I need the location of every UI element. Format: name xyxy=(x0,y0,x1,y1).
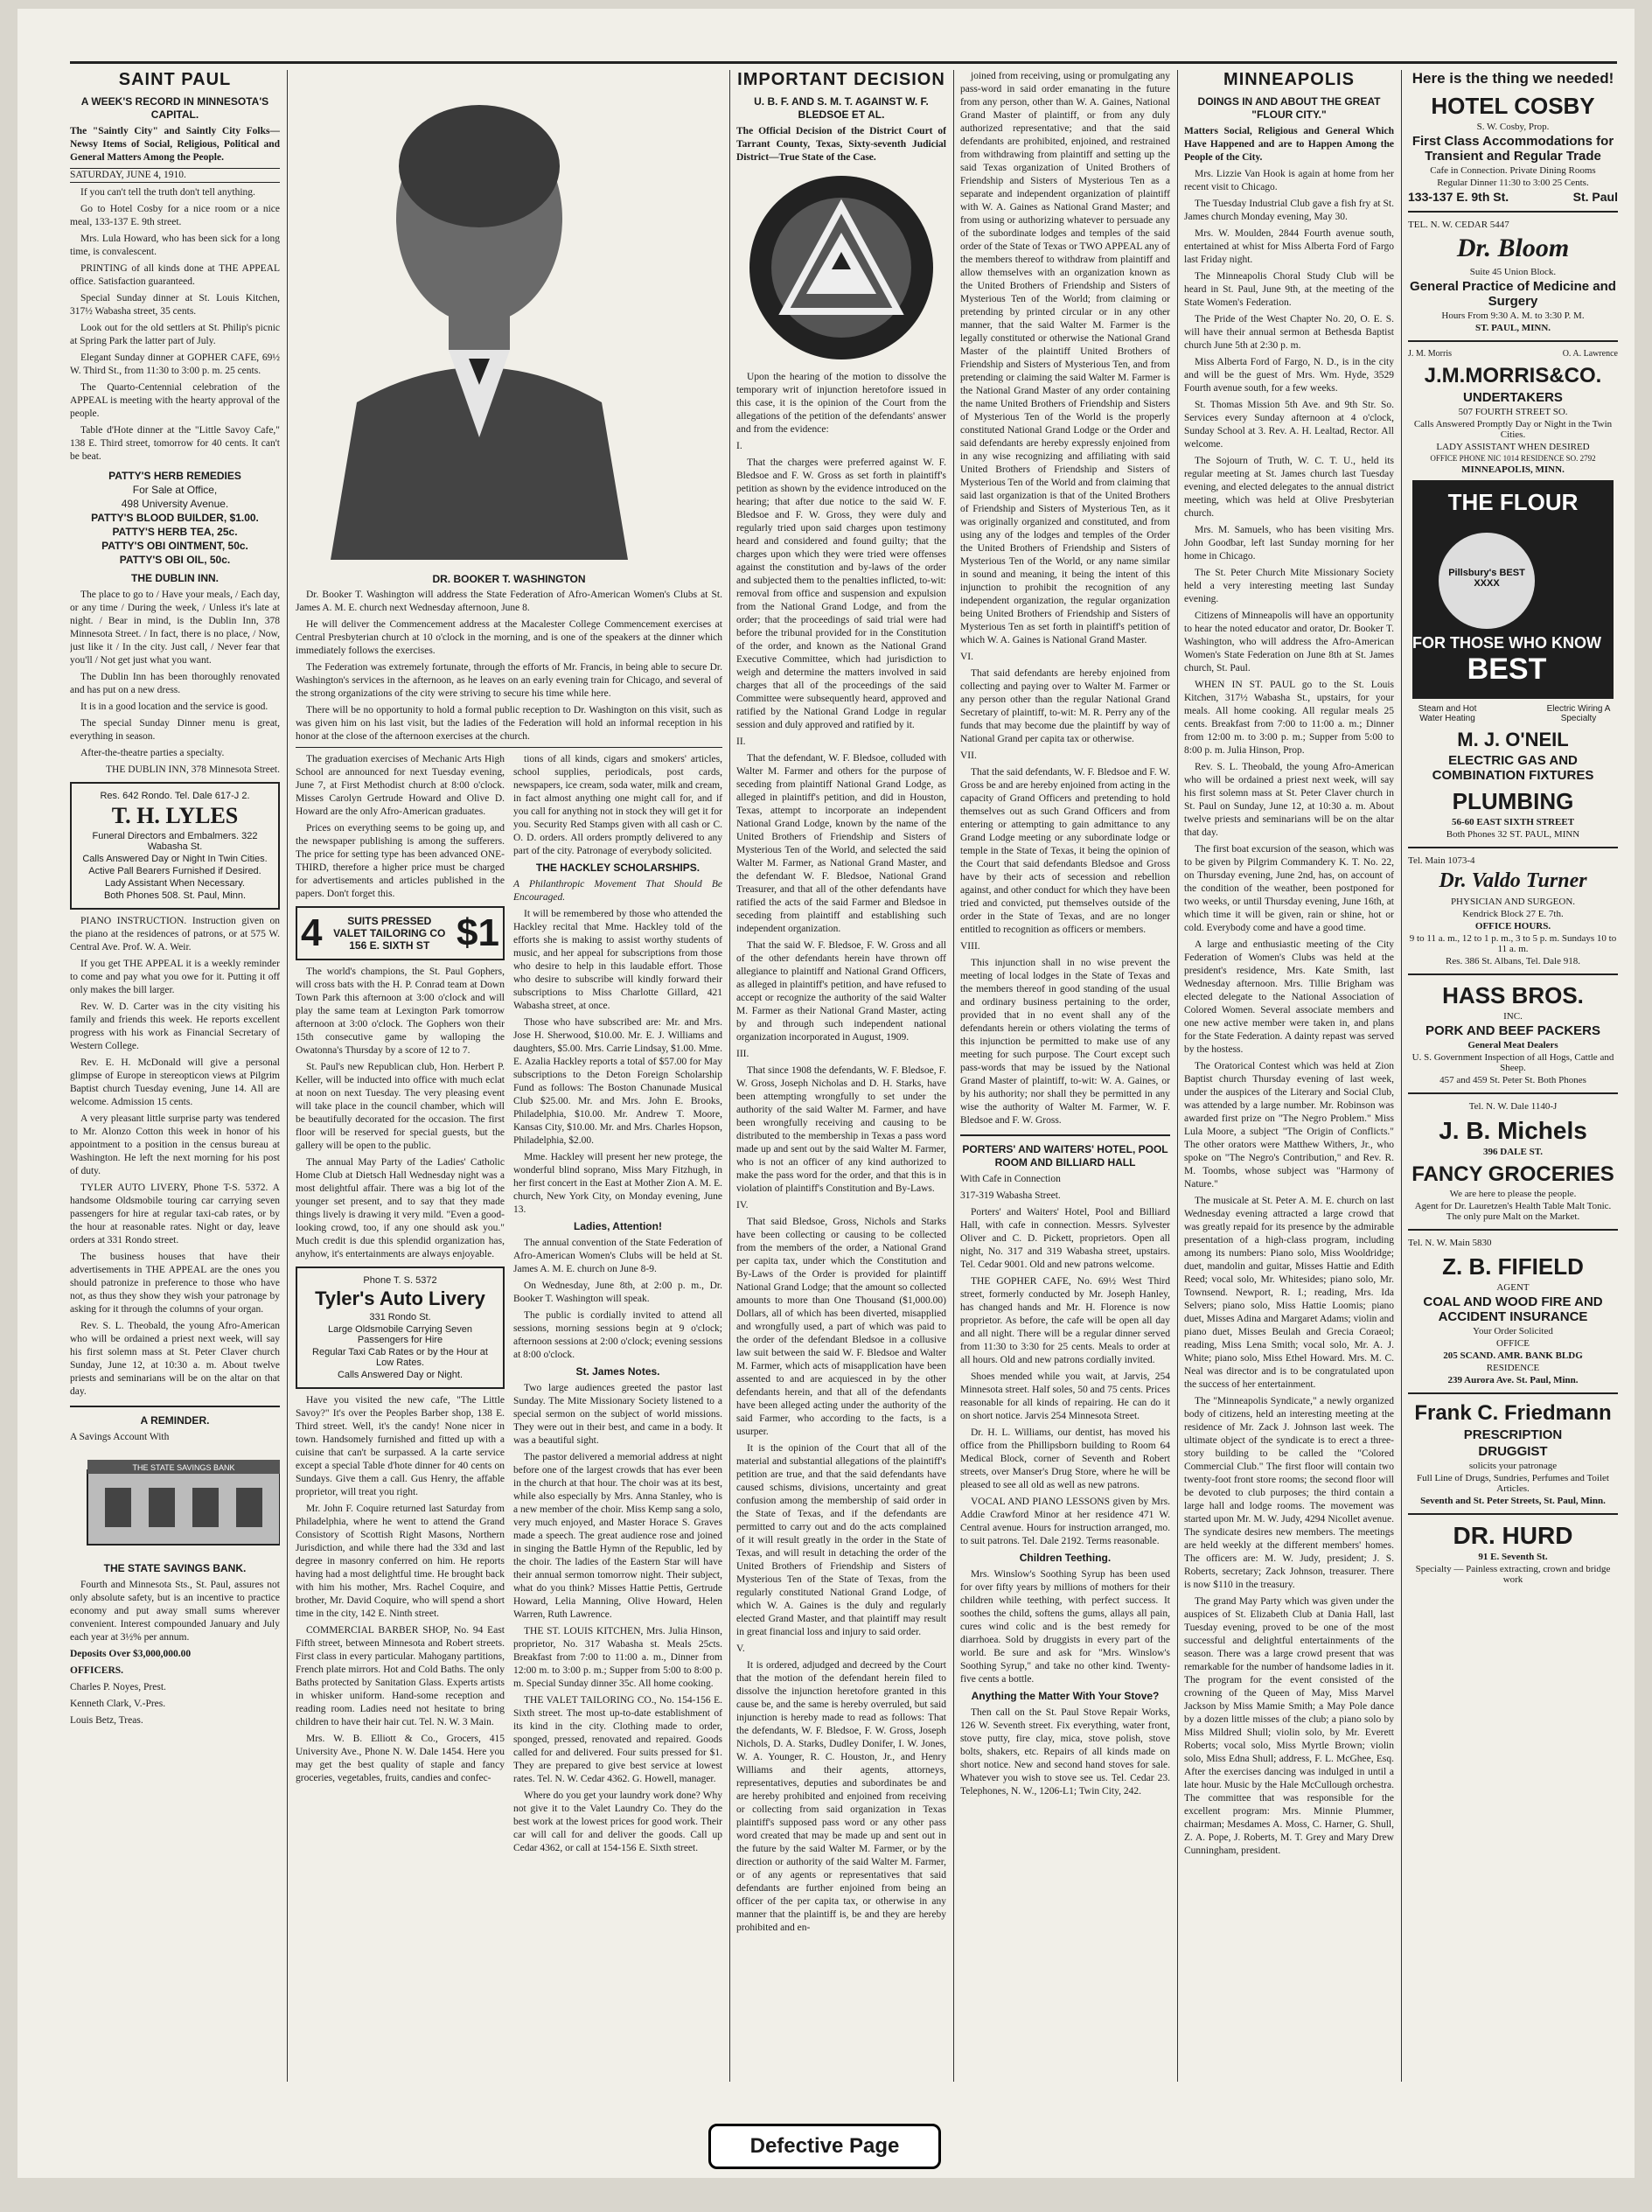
item: A very pleasant little surprise party was tendered to Mr. Alonzo Cotton this week in honor of his appointment to a position in the census bureau at Washington. He left the next morning for his post of duty. xyxy=(70,1113,280,1176)
item: joined from receiving, using or promulgating any pass-word in said order emanating in the future from any person, other than W. A. Gaines, National Grand Master of plaintiff, or from any duly authorized representative; and that the said defendants are prohibited, enjoined, and restrained from withdrawing from plaintiff and setting up the said Texas organization of United Brothers of Friendship and Sisters of Mysterious Ten as a separate and independent organization of plaintiff with W. A. Gaines as National Grand Master; and from using or authorizing whatever to persuade any of the subordinate lodges and temples of the said order of the State of Texas or TWO APPEAL any of the members thereof to withdraw from plaintiff and allow themselves with an organization known as the United Brothers of Friendship and Sisters of Mysterious Ten of the World; from claiming or pretending by printed circular or in any other manner, that the said Walter M. Farmer is the legally constituted or otherwise the National Grand Master of the plaintiff United Brothers of Friendship and Sisters of Mysterious Ten, and from pretending or claiming the said Walter M. Farmer is the National Grand Master of any order containing the name United Brothers of Friendship and Sisters of Mysterious Ten of the World is the properly constituted National Grand Lodge or the Order and said defendants are hereby expressly enjoined from in any wise recognizing and affiliating with said United Brothers of Friendship and Sisters of Mysterious Ten of the World and from claiming that said last organization is that of the United Brothers of Friendship and Sisters of Mysterious Ten, as it was originally organized and constituted, and from using any of the lodges and temples of the Order the United Brothers of Friendship and Sisters of Mysterious Ten of the World, or any name similar in sound and meaning, it being the intent of this injunction to prohibit the recognition of any independent organization, the regular organization being United Brothers of Friendship and Sisters of Mysterious Ten as set forth in plaintiff's petition of which W. A. Gaines is National Grand Master. xyxy=(960,71,1170,645)
item: Table d'Hote dinner at the "Little Savoy Cafe," 138 E. Third street, tomorrow for 40 cents. It can't be beat. xyxy=(70,425,280,462)
column-rule xyxy=(1177,70,1178,2082)
bank-officer: Kenneth Clark, V.-Pres. xyxy=(70,1699,166,1709)
column-washington xyxy=(296,70,722,1859)
ad-line: 205 SCAND. AMR. BANK BLDG xyxy=(1443,1350,1583,1361)
column-rule xyxy=(953,70,954,2082)
roman-numeral: VIII. xyxy=(960,941,980,952)
item: Rev. W. D. Carter was in the city visiting his family and friends this week. He reports excellent progress with his work as Financial Secretary of Western College. xyxy=(70,1001,280,1051)
column-decision-continued xyxy=(960,70,1170,1802)
dateline: SATURDAY, JUNE 4, 1910. xyxy=(70,168,280,183)
item: The special Sunday Dinner menu is great, everything in season. xyxy=(70,718,280,742)
hass-bros-name: HASS BROS. xyxy=(1442,982,1584,1008)
ad-line: 91 E. Seventh St. xyxy=(1478,1552,1548,1562)
porters-title: PORTERS' AND WAITERS' HOTEL, POOL ROOM AND BILLIARD HALL xyxy=(962,1143,1168,1169)
ad-line: Res. 642 Rondo. Tel. Dale 617-J 2. xyxy=(100,791,250,801)
ad-line: PORK AND BEEF PACKERS xyxy=(1425,1023,1601,1038)
item: That the said W. F. Bledsoe, F. W. Gross and all of the other defendants herein have thrown off allegiance to plaintiff and National Grand Officers, as alleged in plaintiff's petition, and have refused to accept or recognize the authority of the said Walter M. Farmer as their National Grand Master, acting by and through such independent national organization incorporated in August, 1909. xyxy=(736,940,946,1043)
bank-sign: THE STATE SAVINGS BANK xyxy=(132,1463,235,1472)
ad-line: Both Phones 508. St. Paul, Minn. xyxy=(103,890,247,901)
item: The annual May Party of the Ladies' Catholic Home Club at Dietsch Hall Wednesday night was a most delightful affair. There was a big lot of the younger set present, and to say that they made things lively is drawing it very mild. "Even a good-looking crowd, too, if any one should ask you." Much credit is due this splendid organization has, anyhow, it's entertainments are always enjoyable. xyxy=(296,1157,505,1260)
ad-line: 457 and 459 St. Peter St. Both Phones xyxy=(1439,1075,1586,1085)
portrait-caption: DR. BOOKER T. WASHINGTON xyxy=(432,573,586,585)
ad-line: 498 University Avenue. xyxy=(121,498,229,510)
divider xyxy=(1408,847,1618,848)
item: tions of all kinds, cigars and smokers' articles, school supplies, periodicals, post cards, newspapers, ice cream, soda water, milk and cream, in fact almost anything one might call for, and if you call for anything not in stock they will get it for you. Security Red Stamps given with all cash or C. O. D. orders. All orders promptly delivered to any part of the city. Patronage of everybody solicited. xyxy=(513,754,722,856)
ladies-title: Ladies, Attention! xyxy=(574,1220,662,1232)
ad-line: General Practice of Medicine and Surgery xyxy=(1410,279,1616,309)
ad-line: O. A. Lawrence xyxy=(1562,349,1618,359)
ad-line: Regular Taxi Cab Rates or by the Hour at Low Rates. xyxy=(312,1347,488,1368)
divider xyxy=(960,1134,1170,1136)
column-rule xyxy=(729,70,730,2082)
item: Mrs. Lula Howard, who has been sick for a long time, is convalescent. xyxy=(70,234,280,257)
ad-line: COAL AND WOOD FIRE AND ACCIDENT INSURANCE xyxy=(1423,1294,1603,1324)
item: That the defendant, W. F. Bledsoe, colluded with Walter M. Farmer and others for the purpose of seceding from plaintiff National Grand Lodge, as alleged in plaintiff's petition, and did in Houston, Texas, attempt to incorporate an independent National Grand Lodge, known by the name of the United Brothers of Friendship and Sisters of Mysterious Ten of the World, and selected the said Walter M. Farmer, as National Grand Master, and the defendant W. F. Bledsoe, National Grand Treasurer, and that all of the other defendants have ratified the acts of the said Farmer and Bledsoe in seceding from plaintiff and establishing such independent organization. xyxy=(736,753,946,934)
ad-line: SUITS PRESSED xyxy=(347,915,432,927)
item: Shoes mended while you wait, at Jarvis, 254 Minnesota street. Half soles, 50 and 75 cents. Prices reasonable for all kinds of repairing. He can do it on short notice. Jarvis 254 Minnesota Street. xyxy=(960,1371,1170,1421)
column-saint-paul xyxy=(70,70,280,1731)
dr-bloom-name: Dr. Bloom xyxy=(1456,234,1570,262)
item: THE ST. LOUIS KITCHEN, Mrs. Julia Hinson, proprietor, No. 317 Wabasha st. Meals 25cts. Breakfast from 7:00 to 11:00 a. m., Dinner from 12:00 m. to 3:00 p. m.; Supper from 5:00 to 8:00 p. m. Special Sunday dinner 35c. All home cooking. xyxy=(513,1626,722,1689)
item: The graduation exercises of Mechanic Arts High School are announced for next Tuesday evening, June 7, at First Methodist church at 8:00 o'clock. Misses Carolyn Gertrude Howard and Olive D. Howard are the only Afro-American graduates. xyxy=(296,754,505,817)
friedmann-name: Frank C. Friedmann xyxy=(1414,1401,1612,1425)
hackley-title: THE HACKLEY SCHOLARSHIPS. xyxy=(535,862,701,874)
ad-line: Regular Dinner 11:30 to 3:00 25 Cents. xyxy=(1437,178,1589,188)
ad-line: 156 E. SIXTH ST xyxy=(349,939,430,952)
item: It is in a good location and the service is good. xyxy=(80,701,268,712)
item: The first boat excursion of the season, which was to be given by Pilgrim Commandery K. T. No. 22, on Thursday evening, June 2nd, has, on account of the condition of the weather, been postponed for two weeks, or until Thursday evening, June 16th, at which time it will be given, rain or shine, hot or cold. Everybody come and have a good time. xyxy=(1184,844,1394,933)
ad-line: S. W. Cosby, Prop. xyxy=(1476,122,1550,132)
valet-text xyxy=(333,915,445,952)
item: The musicale at St. Peter A. M. E. church on last Wednesday evening attracted a large crowd that was greatly repaid for its presence by the admirable presentation of a high-class program, including among its numbers: Piano solo, Miss Wooldridge; duet, mandolin and guitar, Misses Hattie and Edith Reed; vocal solo, Mr. Whitesides; piano solo, Mr. Townsend. Newport, R. I.; reading, Mrs. Ida Selvers; piano solo, Miss Hattie Loomis; piano duet, Misses Adina and Margaret Adams; violin and piano duet, Misses Beulah and Grecia Coraeol; reading, Miss Lena Smith; vocal solo, Mr. A. J. White; piano solo, Miss Ethel Howard. Mrs. M. C. Neal was director and is to be congratulated upon the success of her entertainment. xyxy=(1184,1196,1394,1390)
ad-line: Calls Answered Promptly Day or Night in the Twin Cities. xyxy=(1413,419,1613,440)
ad-line: LADY ASSISTANT WHEN DESIRED xyxy=(1436,442,1590,452)
roman-numeral: III. xyxy=(736,1049,749,1059)
item: Where do you get your laundry work done? Why not give it to the Valet Laundry Co. They do the best work at the lowest prices for good work. Their car will call for and deliver the goods. Call up Cedar 4362, or call at 154-156 E. Sixth street. xyxy=(513,1790,722,1853)
bank-officers-title: OFFICERS. xyxy=(70,1665,124,1676)
item: The Sojourn of Truth, W. C. T. U., held its regular meeting at St. James church last Tuesday evening, and elected delegates to the annual district meeting, which was held at Olive Presbyterian church. xyxy=(1184,456,1394,519)
divider xyxy=(1408,340,1618,342)
column-rule xyxy=(287,70,288,2082)
teething-title: Children Teething. xyxy=(1019,1552,1112,1564)
decision-subtitle: U. B. F. AND S. M. T. AGAINST W. F. BLEDSOE ET AL. xyxy=(754,95,929,121)
reminder-title: A REMINDER. xyxy=(140,1414,210,1427)
item: Special Sunday dinner at St. Louis Kitchen, 317½ Wabasha street, 35 cents. xyxy=(70,293,280,317)
item: Go to Hotel Cosby for a nice room or a nice meal, 133-137 E. 9th street. xyxy=(70,204,280,227)
flour-sack-label: Pillsbury's BEST XXXX xyxy=(1448,568,1525,589)
ad-line: RESIDENCE xyxy=(1486,1363,1540,1373)
item: COMMERCIAL BARBER SHOP, No. 94 East Fifth street, between Minnesota and Robert streets. First class in every particular. Mahogany partitions, French plate mirrors. Hot and Cold Baths. The only Baths protected by Sanitation Glass. Experts artists in whisker uniform. Hand-some reception and reading room. Ladies need not hesitate to bring children to have their hair cut. Tel. N. W. 3 Main. xyxy=(296,1625,505,1727)
ad-line: Cafe in Connection. Private Dining Rooms xyxy=(1430,165,1596,176)
item: Rev. E. H. McDonald will give a personal glimpse of Europe in stereopticon views at Pilgrim Baptist church Tuesday evening, June 14. All are welcome. Admission 15 cents. xyxy=(70,1057,280,1107)
section-subtitle: A WEEK'S RECORD IN MINNESOTA'S CAPITAL. xyxy=(80,95,269,121)
hotel-cosby-name: HOTEL COSBY xyxy=(1431,93,1595,119)
item: The pastor delivered a memorial address at night before one of the largest crowds that has ever been in the church at that hour. The choir was at its best, while also especially by Mrs. Anna Stanley, who is a new member of the choir. Miss Kemp sang a solo, very much enjoyed, and Master Horace S. Graves made a speech. The great audience rose and joined in singing the Battle Hymn of the Republic, led by the choir. The ladies of the Eastern Star will have their annual sermon tomorrow night. Their subject, what do you think? Misses Hattie Pettis, Gertrude Howard, Lelia Manning, Olive Howard, Helen Warren, Ruth Lawrence. xyxy=(513,1452,722,1620)
ad-line: OFFICE xyxy=(1496,1338,1530,1349)
ad-line: BEST xyxy=(1467,652,1547,686)
item: Look out for the old settlers at St. Philip's picnic at Spring Park the latter part of July. xyxy=(70,323,280,346)
ad-line: 396 DALE ST. xyxy=(1483,1147,1543,1157)
item: Citizens of Minneapolis will have an opportunity to hear the noted educator and orator, Dr. Booker T. Washington, who will address the Afro-American Women's State Federation on June 8th at St. James church, St. Paul. xyxy=(1184,611,1394,673)
item: The Oratorical Contest which was held at Zion Baptist church Thursday evening of last week, under the auspices of the Literary and Social Club, was attended by a large number. Mr. Robinson was awarded first prize on "The Negro Problem." Miss Lula Moore, a subject "The Origin of Conflicts." The other orators were Matthew Withers, Jr., who spoke on "The Negro's Contribution," and Rev. R. M. Toombs, whose subject was "Harmony of Nature." xyxy=(1184,1061,1394,1190)
ad-line: Hours From 9:30 A. M. to 3:30 P. M. xyxy=(1441,311,1585,321)
ad-line: AGENT xyxy=(1496,1282,1530,1293)
column-minneapolis xyxy=(1184,70,1394,1861)
roman-numeral: II. xyxy=(736,736,746,747)
sub-column-right xyxy=(513,753,722,1859)
tyler-ad xyxy=(296,1266,505,1389)
item: The Minneapolis Choral Study Club will be heard in St. Paul, June 9th, at the meeting of the State Women's Federation. xyxy=(1184,271,1394,308)
article-paragraph: He will deliver the Commencement address at the Macalester College Commencement exercises at Central Presbyterian church at 10 o'clock in the morning, and is one of the speakers at the dinner which immediately follows the exercises. xyxy=(296,619,722,656)
item: That said defendants are hereby enjoined from collecting and paying over to Walter M. Farmer or any person other than the regular National Grand Secretary of plaintiff, to-wit: M. R. Perry any of the funds that may become due the plaintiff by way of National Grand per capita tax or otherwise. xyxy=(960,668,1170,744)
porters-subtitle: With Cafe in Connection xyxy=(960,1174,1061,1184)
ad-line: PATTY'S HERB TEA, 25c. xyxy=(112,526,238,538)
ad-line: Large Oldsmobile Carrying Seven Passengers for Hire xyxy=(327,1324,473,1345)
item: Mme. Hackley will present her new protege, the wonderful blind soprano, Miss Mary Fitzhugh, in her first concert in the East at Mother Zion A. M. E. church, New York City, on Monday evening, June 13. xyxy=(513,1152,722,1215)
ad-line: OFFICE HOURS. xyxy=(1474,921,1551,932)
booker-washington-portrait xyxy=(296,70,663,560)
bank-officer: Charles P. Noyes, Prest. xyxy=(70,1682,166,1692)
ad-line: PRESCRIPTION xyxy=(1463,1427,1563,1442)
roman-numeral: I. xyxy=(736,441,742,451)
article-paragraph: Dr. Booker T. Washington will address the State Federation of Afro-American Women's Clubs at St. James A. M. E. church next Wednesday afternoon, June 8. xyxy=(296,590,722,613)
divider xyxy=(1408,1092,1618,1094)
item: It is the opinion of the Court that all of the material and substantial allegations of the plaintiff's petition are true, and that the said defendants have caused schisms, divisions, uncertainty and great confusion among the membership of said order in the State of Texas, and if the defendants are permitted to carry out and do the acts complained of it will result greatly in the order in the State of Texas, and will result in detaching the order of the United Brothers of Friendship and Sisters of Mysterious Ten of the State of Texas, from the regularly constituted National Grand Lodge, of which W. A. Gaines is the duly and regularly elected Grand Master, and that plaintiff may result in great financial loss and injury to said order. xyxy=(736,1443,946,1637)
item: Upon the hearing of the motion to dissolve the temporary writ of injunction heretofore issued in this case, it is the opinion of the Court from the allegations of the petition of the defendants' answer and from the evidence: xyxy=(736,372,946,435)
item: That the charges were preferred against W. F. Bledsoe and F. W. Gross as set forth in plaintiff's petition as shown by the evidence introduced on the hearing; that after due notice to the said W. F. Bledsoe and F. W. Gross, they were duly and regularly tried upon said charges upon testimony heard and considered and found guilty; that the charges upon which they were tried were offenses against the constitution and by-laws of the order and subjected them to the penalties inflicted, to-wit: removal from office and suspension and expulsion from the National Grand Lodge, and from the order; that the proceedings of said trial were had before the tribunal provided for in the Constitution of the order, and known as the National Grand Executive Committee, which had jurisdiction to weigh and determine the matters involved in said charges that all of the proceedings of the said Committee were subsequently heard, approved and ratified by the National Grand Lodge in regular session and duly approved and ratified by it. xyxy=(736,457,946,730)
bank-officer: Louis Betz, Treas. xyxy=(70,1715,143,1726)
section-deck: The "Saintly City" and Saintly City Folks—Newsy Items of Social, Religious, Political and General Matters Among the People. xyxy=(70,126,280,163)
article-paragraph: There will be no opportunity to hold a formal public reception to Dr. Washington on this visit, such as was given him on his last visit, but the ladies of the Federation will hold an informal reception in his honor at the close of the afternoon exercises at the church. xyxy=(296,705,722,742)
item: St. Paul's new Republican club, Hon. Herbert P. Keller, will be inducted into office with much eclat at noon on next Tuesday. The very pleasing event will take place in the council chamber, which will be beautifully decorated for the occasion. The first floor will be reserved for special guests, but the gallery will be open to the public. xyxy=(296,1062,505,1151)
porters-address: 317-319 Wabasha Street. xyxy=(960,1190,1061,1201)
ad-line: Phone T. S. 5372 xyxy=(363,1275,437,1286)
item: TYLER AUTO LIVERY, Phone T-S. 5372. A handsome Oldsmobile touring car carrying seven passengers for hire at regular taxi-cab rates, or by the hour at reasonable rates. Night or day, leave orders at 331 Rondo street. xyxy=(70,1183,280,1246)
ad-line: General Meat Dealers xyxy=(1467,1040,1558,1050)
item: The Dublin Inn has been thoroughly renovated and has put on a new dress. xyxy=(70,672,280,695)
ad-line: TEL. N. W. CEDAR 5447 xyxy=(1408,220,1509,230)
ad-line: solicits your patronage xyxy=(1468,1461,1558,1471)
item: PRINTING of all kinds done at THE APPEAL office. Satisfaction guaranteed. xyxy=(70,263,280,287)
ad-line: Your Order Solicited xyxy=(1473,1326,1553,1336)
stove-title: Anything the Matter With Your Stove? xyxy=(971,1690,1160,1702)
item: The grand May Party which was given under the auspices of St. Elizabeth Club at Dania Hall, last Tuesday evening, proved to be one of the most successful and delightful entertainments of the season. There was a large crowd present that was remarkable for the number of handsome ladies in it. The program for the event consisted of the crowning of the Queen of May, Miss Marvel Jackson by Miss Mamie Smith; a May Pole dance by a dozen little misses of the club; a piano solo by Miss Mildred Shull; violin solo, by Mr. Everett Roberts; vocal solo, Miss Myrtle Brown; violin solo, Miss Edna Shull; address, F. L. McGhee, Esq. After the exercises dancing was indulged in until a late hour. Music by the Hale McCullough orchestra. The committee that was responsible for the excellent program: Mrs. Minnie Plummer, chairman; Mesdames A. Moss, C. Harner, G. Shull, Z. A. Pope, J. Roberts, M. T. Grey and Mary Drew Cunningham, president. xyxy=(1184,1596,1394,1856)
ad-line: Calls Answered Day or Night In Twin Cities. xyxy=(82,854,268,864)
item: That the said defendants, W. F. Bledsoe and F. W. Gross be and are hereby enjoined from acting in the capacity of Grand Officers and pretending to hold themselves out as such Grand Officers and from entering or attempting to gain admittance to any Grand Lodge meeting or any subordinate lodge or temple in the State of Texas, it being the opinion of the Court that said defendants Bledsoe and Gross have by their acts of secession and rebellion against, and other conduct for which they have been tried and convicted, put themselves outside of the order in the State of Texas, and are no longer entitled to recognition as officers or members. xyxy=(960,767,1170,935)
ad-line: PATTY'S OBI OINTMENT, 50c. xyxy=(101,540,248,552)
item: St. Thomas Mission 5th Ave. and 9th Str. So. Services every Sunday afternoon at 4 o'clock, Sunday School at 3. Rev. A. H. Lealtad, Rector. All welcome. xyxy=(1184,400,1394,450)
item: If you can't tell the truth don't tell anything. xyxy=(80,187,255,198)
ad-line: PATTY'S OBI OIL, 50c. xyxy=(119,554,231,566)
item: That since 1908 the defendants, W. F. Bledsoe, F. W. Gross, Joseph Nicholas and D. H. Starks, have been attempting wrongfully to set under the authority of the said Walter M. Farmer, and have been wrongfully receiving and causing to be distributed to the membership in Texas a pass word made up and sent out by the said Walter M. Farmer, who is not an officer of any kind authorized to make the pass word for the order, and that this is in violation of plaintiff's Constitution and By-Laws. xyxy=(736,1065,946,1194)
item: It is ordered, adjudged and decreed by the Court that the motion of the defendant herein filed to dissolve the injunction heretofore granted in this cause be, and the same is hereby overruled, but said injunction is hereby made to read as follows: That the defendants, W. F. Bledsoe, F. W. Gross, Joseph Nichols, D. A. Starks, Dudley Donifer, I. W. Jones, W. A. Younger, R. C. Houston, Jr., and Henry Williams and their agents, attorneys, representatives, deputies and subordinates be and are hereby prohibited and enjoined from receiving or collecting from said organization in Texas plaintiff's supposed pass word or any other pass word created that may be made up and sent out in the future by the said Walter M. Farmer, or by the direction or authority of the said Walter M. Farmer, or of any agents or representatives that said defendants are further enjoined from being an officer of the per capita tax, or otherwise in any manner that the plaintiff is, be and they are hereby prohibited and en- xyxy=(736,1660,946,1933)
fifield-name: Z. B. FIFIELD xyxy=(1442,1253,1584,1280)
divider xyxy=(1408,1229,1618,1231)
ad-line: Res. 386 St. Albans, Tel. Dale 918. xyxy=(1446,956,1580,966)
top-rule xyxy=(70,61,1617,64)
ad-line: VALET TAILORING CO xyxy=(333,927,446,939)
section-title: SAINT PAUL xyxy=(118,70,232,89)
item: Rev. S. L. Theobald, the young Afro-American who will be ordained a priest next week, will say his first solemn mass at St. Peter Claver church Sunday, June 12, at 10:30 a. m. About twelve priests and seminarians will be on the altar on that day. xyxy=(70,1321,280,1397)
defective-page-stamp: Defective Page xyxy=(708,2124,941,2169)
ad-line: J. M. Morris xyxy=(1408,349,1453,359)
ad-line: 9 to 11 a. m., 12 to 1 p. m., 3 to 5 p. m. Sundays 10 to 11 a. m. xyxy=(1409,933,1617,954)
decision-title: IMPORTANT DECISION xyxy=(737,70,945,89)
ad-line: Tel. Main 1073-4 xyxy=(1408,855,1475,866)
ad-line: Suite 45 Union Block. xyxy=(1469,267,1557,277)
item: Mrs. M. Samuels, who has been visiting Mrs. John Goodbar, left last Sunday morning for her home in Chicago. xyxy=(1184,525,1394,562)
morris-names-row xyxy=(1408,349,1618,359)
item: That said Bledsoe, Gross, Nichols and Starks have been collecting or causing to be collected from the members of the order, a National Grand per capita tax, under which the Constitution and By-Laws of the Order is provided for plaintiff National Grand Lodge; that the amount so collected amounts to more than One Thousand ($1,000.00) Dollars, all of which has been diverted, misapplied and wrongfully used, a part of which was paid to the order of the defendant Bledsoe in a collusive law suit between the said W. F. Bledsoe and Walter M. Farmer, which acts of misapplication have been assented to and are acquiesced in by the other defendants herein, and that all of the defendants have been alleged acting under the authority of the said Farmer, who according to the facts, is a usurper. xyxy=(736,1217,946,1437)
column-ads xyxy=(1408,70,1618,1587)
ad-line: FOR THOSE WHO KNOW xyxy=(1412,634,1601,652)
item: Miss Alberta Ford of Fargo, N. D., is in the city and will be the guest of Mrs. Wm. Hyde, 3529 Fourth avenue south, for a few weeks. xyxy=(1184,357,1394,394)
item: Those who have subscribed are: Mr. and Mrs. Jose H. Sherwood, $10.00. Mr. E. J. Williams and daughters, $5.00. Mrs. Carrie Lindsay, $1.00. Mme. E. Azalia Hackley reports a total of $57.00 for May subscriptions to the Deton Foreign Scholarship Fund as follows: The Boston Chanunade Musical Club $25.00. Mr. and Mrs. John E. Brooks, Philadelphia, $10.00. Mr. Andrew T. Moore, Kansas City, $10.00. Mr. and Mrs. Charles Hopson, Philadelphia, $2.00. xyxy=(513,1017,722,1146)
ad-line: Active Pall Bearers Furnished if Desired. xyxy=(88,866,261,876)
item: The "Minneapolis Syndicate," a newly organized body of citizens, held an interesting meeting at the residence of Mr. Zack J. Johnson last week. The ultimate object of the syndicate is to erect a three-story building to be called the "Colored Commercial Club." The first floor will contain two twenty-foot front store rooms; the second floor will be devoted to club purposes; the third contain a large hall and lodge rooms. The movement was started upon Mr. M. W. Judy, 4294 Nicollet avenue. The syndicate desires new members. The meetings are held weekly at the different members' homes. The officers are: M. W. Judy, president; J. S. Roberts, secretary; Zack Johnson, treasurer. There is now $110 in the treasury. xyxy=(1184,1396,1394,1590)
ad-line: U. S. Government Inspection of all Hogs, Cattle and Sheep. xyxy=(1412,1052,1614,1073)
item: THE GOPHER CAFE, No. 69½ West Third street, formerly conducted by Mr. Joseph Hanley, has changed hands and Mr. H. Florence is now proprietor. As before, the cafe will be open all day and all night. There will be a regular dinner served from 11:30 to 3:30 for 25 cents. Meals to order at all hours. Old and new patrons cordially invited. xyxy=(960,1276,1170,1365)
ad-line: Tel. N. W. Dale 1140-J xyxy=(1468,1101,1558,1112)
ad-line: THE FLOUR xyxy=(1447,489,1579,515)
item: The world's champions, the St. Paul Gophers, will cross bats with the H. P. Conrad team at Down Town Park this afternoon at 3:00 o'clock and will play the same team at Lexington Park tomorrow afternoon at 3:00 o'clock. The Gophers won their 15th consecutive game by walloping the Owatonna's Thursday by a score of 12 to 7. xyxy=(296,966,505,1056)
reminder-sub: A Savings Account With xyxy=(70,1432,170,1442)
ad-line: DRUGGIST xyxy=(1478,1444,1548,1459)
item: Dr. H. L. Williams, our dentist, has moved his office from the Phillipsborn building to Room 64 Medical Block, corner of Seventh and Robert streets, over Manser's Drug Store, where he will be pleased to see all old as well as new patrons. xyxy=(960,1427,1170,1490)
roman-numeral: VI. xyxy=(960,652,974,662)
item: Mrs. Lizzie Van Hook is again at home from her recent visit to Chicago. xyxy=(1184,169,1394,192)
ad-line: Full Line of Drugs, Sundries, Perfumes and Toilet Articles. xyxy=(1417,1473,1609,1494)
item: On Wednesday, June 8th, at 2:00 p. m., Dr. Booker T. Washington will speak. xyxy=(513,1280,722,1304)
item: Two large audiences greeted the pastor last Sunday. The Mite Missionary Society listened to a special sermon on the subject of world missions. They were out in their best, and came in a body. It was a beautiful sight. xyxy=(513,1383,722,1446)
ad-line: Agent for Dr. Lauretzen's Health Table Malt Tonic. The only pure Malt on the Market. xyxy=(1414,1201,1612,1222)
item: Mrs. W. B. Elliott & Co., Grocers, 415 University Ave., Phone N. W. Dale 1454. Here you may get the best quality of staple and fancy groceries, vegetables, fruits, candies and confec- xyxy=(296,1734,505,1783)
section-subtitle: DOINGS IN AND ABOUT THE GREAT "FLOUR CITY." xyxy=(1197,95,1381,121)
roman-numeral: V. xyxy=(736,1643,745,1654)
newspaper-page xyxy=(17,9,1635,2178)
ad-line: PATTY'S BLOOD BUILDER, $1.00. xyxy=(91,512,259,524)
item: It will be remembered by those who attended the Hackley recital that Mme. Hackley told of the efforts she is making to assist worthy students of music, and her appeal for subscriptions from those who desire to help in this laudable effort. Those who desire to subscribe will kindly forward their subscriptions to Miss Charlotte Gillard, 421 Wabasha street, at once. xyxy=(513,909,722,1011)
ad-line: Specialty — Painless extracting, crown and bridge work xyxy=(1415,1564,1611,1585)
item: The Tuesday Industrial Club gave a fish fry at St. James church Monday evening, May 30. xyxy=(1184,199,1394,222)
ad-line: Steam and Hot Water Heating xyxy=(1418,704,1477,723)
fraternal-emblem xyxy=(745,171,938,364)
item: Then call on the St. Paul Stove Repair Works, 126 W. Seventh street. Fix everything, water front, stove putty, fire clay, mica, stove polish, stove bolts, shakers, etc. Repairs of all kinds made on short notice. New and second hand stoves for sale. Whatever you wish to stove see us. Tel. Cedar 23. Telephones, N. W., 1206-L1; Twin City, 242. xyxy=(960,1707,1170,1797)
ad-line: 239 Aurora Ave. St. Paul, Minn. xyxy=(1447,1375,1579,1385)
ad-line: ELECTRIC GAS AND COMBINATION FIXTURES xyxy=(1432,753,1594,783)
ad-line: St. Paul xyxy=(1572,190,1618,204)
flour-tagline xyxy=(1412,634,1601,687)
ad-line: MINNEAPOLIS, MINN. xyxy=(1461,464,1565,475)
flour-sack-image xyxy=(1439,533,1535,629)
ad-line: For Sale at Office, xyxy=(132,484,218,496)
ad-line: We are here to please the people. xyxy=(1449,1189,1577,1199)
ad-line: UNDERTAKERS xyxy=(1463,390,1563,405)
lyles-ad xyxy=(70,782,280,910)
ad-line: Electric Wiring A Specialty xyxy=(1546,704,1611,723)
item: The annual convention of the State Federation of Afro-American Women's Clubs will be held at St. James A. M. E. church on June 8-9. xyxy=(513,1238,722,1274)
roman-numeral: VII. xyxy=(960,750,977,761)
item: The Quarto-Centennial celebration of the APPEAL is meeting with the hearty approval of the people. xyxy=(70,382,280,419)
two-column-block xyxy=(296,747,722,1859)
item: Have you visited the new cafe, "The Little Savoy?" It's over the Peoples Barber shop, 138 E. Third street. Well, it's the candy! None nicer in town. Handsomely furnished and fitted up with a cuisine that can't be surpassed. A la carte service except a special Table d'hote dinner for 40 cents on Sundays. Give them a call. Gus Henry, the affable proprietor, will treat you right. xyxy=(296,1395,505,1497)
item: The business houses that have their advertisements in THE APPEAL are the ones you should patronize in preference to those who have not, as thus they show they wish your patronage by asking for it through the columns of your organ. xyxy=(70,1252,280,1315)
flour-ad xyxy=(1412,480,1614,699)
section-title: MINNEAPOLIS xyxy=(1223,70,1355,89)
dr-turner-name: Dr. Valdo Turner xyxy=(1439,869,1587,892)
dublin-verse: The place to go to / Have your meals, / Each day, or any time / During the week, / Unless it's late at night. / Bear in mind, is the Dublin Inn, 378 Minnesota Street. / In fact, there is no place, / Now, just like it / In the city. Just call, / Never fear that you'll / Not get just what you want. xyxy=(70,590,280,666)
ad-line: PHYSICIAN AND SURGEON. xyxy=(1450,897,1576,907)
item: The St. Peter Church Mite Missionary Society held a very interesting meeting last Sunday evening. xyxy=(1184,568,1394,604)
divider xyxy=(1408,1392,1618,1394)
item: After-the-theatre parties a specialty. xyxy=(80,748,225,758)
ad-line: 331 Rondo St. xyxy=(369,1312,431,1322)
item: The public is cordially invited to attend all sessions, morning sessions begin at 9 o'clock; afternoon sessions at 2:00 o'clock; evening sessions at 8:00 o'clock. xyxy=(513,1310,722,1360)
ad-line: 56-60 EAST SIXTH STREET xyxy=(1451,817,1575,827)
ad-line: Kendrick Block 27 E. 7th. xyxy=(1462,909,1564,919)
ad-line: Calls Answered Day or Night. xyxy=(337,1370,464,1380)
ad-tagline: Here is the thing we needed! xyxy=(1412,70,1614,87)
morris-name: J.M.MORRIS&CO. xyxy=(1424,364,1602,387)
bank-text: Fourth and Minnesota Sts., St. Paul, assures not only absolute safety, but is an incentive to practice economy and put away small sums wherever convenient. Interest compounded January and July each year at 3½% per annum. xyxy=(70,1580,280,1643)
roman-numeral: IV. xyxy=(736,1200,749,1211)
item: PIANO INSTRUCTION. Instruction given on the piano at the residences of patrons, or at 575 W. Central Ave. Prof. W. A. Weir. xyxy=(70,916,280,952)
divider xyxy=(1408,973,1618,975)
decision-deck: The Official Decision of the District Court of Tarrant County, Texas, Sixty-seventh Judicial District—True State of the Case. xyxy=(736,126,946,163)
article-paragraph: The Federation was extremely fortunate, through the efforts of Mr. Francis, in being able to secure Dr. Washington's services in the afternoon, as he leaves on an early evening train for Chicago, and several of the strong organizations of the city were striving to secure his time while here. xyxy=(296,662,722,699)
section-deck: Matters Social, Religious and General Which Have Happened and are to Happen Among the People of the City. xyxy=(1184,126,1394,163)
ad-line: Seventh and St. Peter Streets, St. Paul, Minn. xyxy=(1420,1496,1606,1506)
item: WHEN IN ST. PAUL go to the St. Louis Kitchen, 317½ Wabasha St., upstairs, for your meals. All home cooking. All regular meals 25 cents. Breakfast from 7:00 to 11:00 a. m.; Dinner from 12:00 m. to 3:00 p. m.; Supper from 5:00 to 8:00 p. m. Julia Hinson, Prop. xyxy=(1184,680,1394,756)
ad-line: Funeral Directors and Embalmers. 322 Wabasha St. xyxy=(92,831,258,852)
ad-line: Lady Assistant When Necessary. xyxy=(105,878,245,889)
divider xyxy=(70,1406,280,1407)
oneil-name: M. J. O'NEIL xyxy=(1457,729,1569,750)
pattys-ad xyxy=(70,469,280,567)
cosby-address-row xyxy=(1408,190,1618,204)
item: Mrs. Winslow's Soothing Syrup has been used for over fifty years by millions of mothers for their children while teething, with perfect success. It soothes the child, softens the gums, allays all pain, cures wind colic and is the best remedy for diarrhoea. Sold by druggists in every part of the world. Be sure and ask for "Mrs. Winslow's Soothing Syrup," and take no other kind. Twenty-five cents a bottle. xyxy=(960,1569,1170,1685)
column-rule xyxy=(1401,70,1402,2082)
michels-name: J. B. Michels xyxy=(1439,1117,1587,1144)
ad-line: FANCY GROCERIES xyxy=(1412,1162,1614,1186)
hackley-subtitle: A Philanthropic Movement That Should Be Encouraged. xyxy=(513,879,722,903)
item: Rev. S. L. Theobald, the young Afro-American who will be ordained a priest next week, will say his first solemn mass at St. Peter Claver church in St. Paul on Sunday, June 12, at 10:30 a. m. About twelve priests and seminarians will be on the altar that day. xyxy=(1184,762,1394,838)
ad-line: ST. PAUL, MINN. xyxy=(1474,323,1551,333)
item: A large and enthusiastic meeting of the City Federation of Women's Clubs was held at the president's residence, Mrs. Kate Smith, last Wednesday afternoon. Mrs. Tillie Brigham was elected delegate to the National Association of Colored Women. Several associate members and one new active member were taken in, and plans for the State Federation. A dainty repast was served by the hostess. xyxy=(1184,939,1394,1055)
item: VOCAL AND PIANO LESSONS given by Mrs. Addie Crawford Minor at her residence 471 W. Central avenue. Hours for instruction arranged, mo. to suit patrons. Tel. Dale 2192. Terms reasonable. xyxy=(960,1497,1170,1546)
item: THE VALET TAILORING CO., No. 154-156 E. Sixth street. The most up-to-date establishment of its kind in the city. Clothing made to order, sponged, pressed, renovated and repaired. Goods called for and delivered. Four suits pressed for $1. They are prepared to give best service at lowest rates. Tel. N. W. Cedar 4362. G. Howell, manager. xyxy=(513,1695,722,1784)
ad-name: T. H. LYLES xyxy=(111,803,239,828)
item: Porters' and Waiters' Hotel, Pool and Billiard Hall, with cafe in connection. Messrs. Sylvester Oliver and C. D. Pickett, proprietors. Open all night, No. 317 and 319 Wabasha street, upstairs. Tel. Cedar 9001. Old and new patrons welcome. xyxy=(960,1207,1170,1270)
bank-deposits: Deposits Over $3,000,000.00 xyxy=(70,1649,192,1659)
ad-line: PATTY'S HERB REMEDIES xyxy=(108,470,241,482)
oneil-top-row xyxy=(1408,704,1618,723)
item: The Pride of the West Chapter No. 20, O. E. S. will have their annual sermon at Bethesda Baptist church June 5th at 2:30 p. m. xyxy=(1184,314,1394,351)
divider xyxy=(1408,1513,1618,1515)
ad-line: 133-137 E. 9th St. xyxy=(1408,190,1509,204)
ad-name: Tyler's Auto Livery xyxy=(315,1287,485,1309)
st-james-title: St. James Notes. xyxy=(575,1365,660,1378)
valet-ad xyxy=(296,906,505,960)
divider xyxy=(1408,211,1618,213)
valet-price: $1 xyxy=(457,911,499,954)
ad-line: PLUMBING xyxy=(1452,788,1574,814)
bank-name: THE STATE SAVINGS BANK. xyxy=(103,1562,247,1574)
item: Mr. John F. Coquire returned last Saturday from Philadelphia, where he went to attend the Grand Consistory of Scottish Right Masons, Northern Jurisdiction, and while there had the 33d and last degree in masonry conferred on him. He reports having had a most delightful time. He brought back with him his mother, Mrs. Rachel Coquire, and brother, Mr. David Coquire, who will spend a short time in the city, 142 E. Ninth street. xyxy=(296,1504,505,1619)
dublin-title: THE DUBLIN INN. xyxy=(131,572,219,584)
item: This injunction shall in no wise prevent the meeting of local lodges in the State of Texas and the members thereof in good standing of the usual and ordinary business pertaining to the order, provided that in no event shall any of the defendants herein or others violating the terms of this injunction be permitted to make use of any meeting for such purpose. The Court except such pass-words that may be issued by the National Grand Master of plaintiff, to-wit: W. A. Gaines, or by his authority; nor shall they be permitted in any wise the authority of Walter M. Farmer, W. F. Bledsoe and F. W. Gross. xyxy=(960,958,1170,1126)
dublin-signature: THE DUBLIN INN, 378 Minnesota Street. xyxy=(106,764,280,775)
valet-number: 4 xyxy=(301,911,323,954)
sub-column-left xyxy=(296,753,505,1859)
item: Elegant Sunday dinner at GOPHER CAFE, 69½ W. Third St., from 11:30 to 3:00 p. m. 25 cents. xyxy=(70,352,280,376)
ad-line: OFFICE PHONE NIC 1014 RESIDENCE SO. 2792 xyxy=(1430,454,1596,463)
item: Mrs. W. Moulden, 2844 Fourth avenue south, entertained at whist for Miss Alberta Ford of Fargo last Friday night. xyxy=(1184,228,1394,265)
ad-line: Tel. N. W. Main 5830 xyxy=(1408,1238,1492,1248)
dr-hurd-name: DR. HURD xyxy=(1453,1522,1573,1549)
column-decision xyxy=(736,70,946,1938)
ad-line: 507 FOURTH STREET SO. xyxy=(1458,407,1568,417)
ad-line: First Class Accommodations for Transient and Regular Trade xyxy=(1412,134,1614,164)
item: If you get THE APPEAL it is a weekly reminder to come and pay what you owe for it. Putting it off only makes the bill larger. xyxy=(70,959,280,995)
ad-line: Both Phones 32 ST. PAUL, MINN xyxy=(1446,829,1580,840)
ad-line: INC. xyxy=(1503,1011,1523,1022)
item: Prices on everything seems to be going up, and the newspaper publishing is among the sufferers. The price for setting type has been advanced ONE-THIRD, therefore a higher price must be charged for advertisements and articles published in the papers. Don't forget this. xyxy=(296,823,505,899)
bank-building-illustration xyxy=(70,1453,280,1549)
